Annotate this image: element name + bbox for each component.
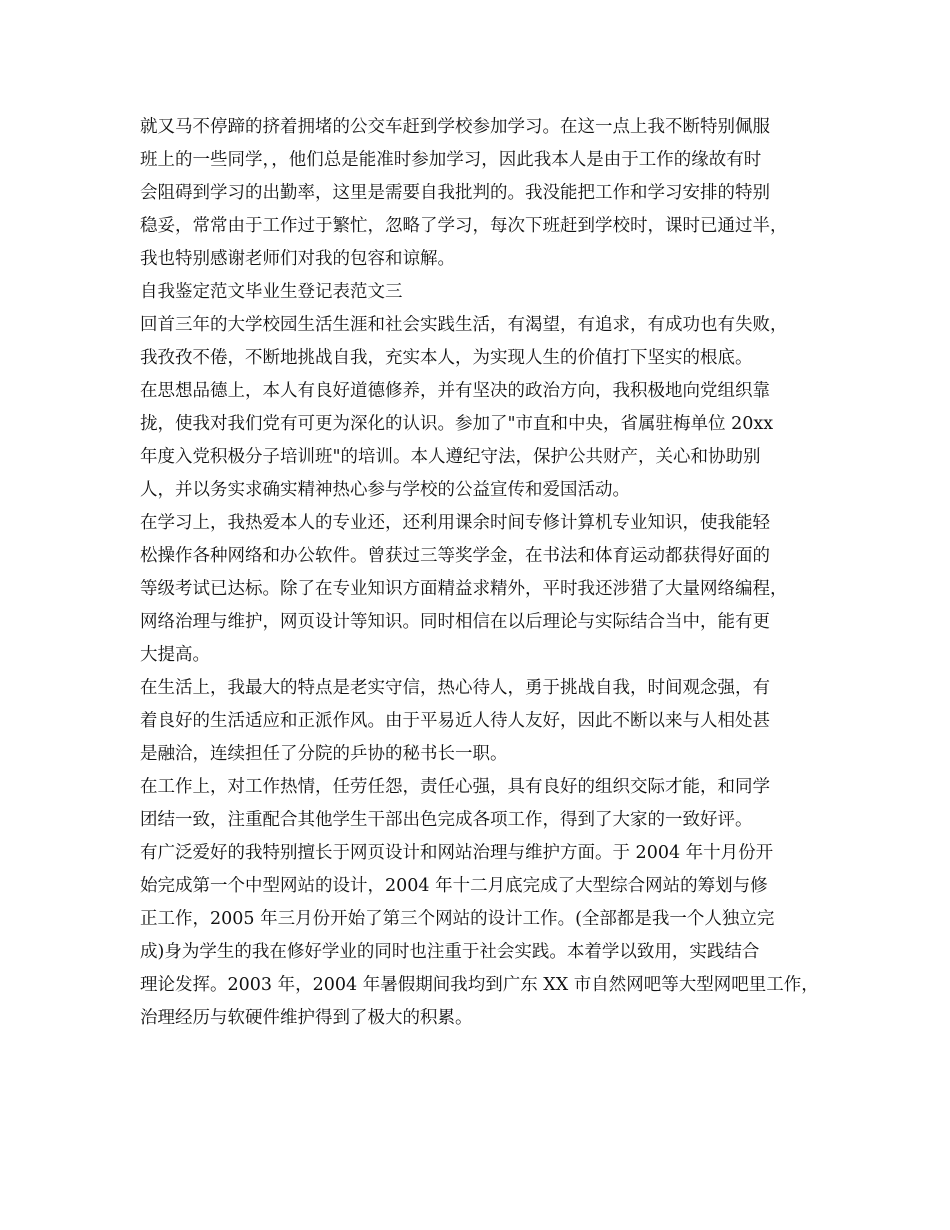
text-line: 班上的一些同学，，他们总是能准时参加学习，因此我本人是由于工作的缘故有时 [140, 150, 762, 170]
text-line: 成)身为学生的我在修好学业的同时也注重于社会实践。本着学以致用，实践结合 [140, 942, 760, 962]
text-line: 就又马不停蹄的挤着拥堵的公交车赶到学校参加学习。在这一点上我不断特别佩服 [140, 117, 770, 137]
text-line: 在学习上，我热爱本人的专业还，还利用课余时间专修计算机专业知识，使我能轻 [140, 513, 770, 533]
document-body [140, 111, 820, 1035]
text-line: 我孜孜不倦，不断地挑战自我，充实本人，为实现人生的价值打下坚实的根底。 [140, 348, 753, 368]
text-line: 网络治理与维护，网页设计等知识。同时相信在以后理论与实际结合当中，能有更 [140, 612, 770, 632]
text-line: 在工作上，对工作热情，任劳任怨，责任心强，具有良好的组织交际才能，和同学 [140, 777, 770, 797]
text-line: 稳妥，常常由于工作过于繁忙，忽略了学习，每次下班赶到学校时，课时已通过半， [140, 216, 788, 236]
text-line: 着良好的生活适应和正派作风。由于平易近人待人友好，因此不断以来与人相处甚 [140, 711, 770, 731]
text-line: 治理经历与软硬件维护得到了极大的积累。 [140, 1008, 473, 1028]
text-line: 会阻碍到学习的出勤率，这里是需要自我批判的。我没能把工作和学习安排的特别 [140, 183, 770, 203]
text-line: 正工作，2005 年三月份开始了第三个网站的设计工作。(全部都是我一个人独立完 [140, 909, 775, 929]
text-line: 大提高。 [140, 645, 210, 665]
text-line: 回首三年的大学校园生活生涯和社会实践生活，有渴望，有追求，有成功也有失败， [140, 315, 788, 335]
section-heading: 自我鉴定范文毕业生登记表范文三 [140, 282, 403, 302]
text-line: 始完成第一个中型网站的设计，2004 年十二月底完成了大型综合网站的筹划与修 [140, 876, 768, 896]
text-line: 有广泛爱好的我特别擅长于网页设计和网站治理与维护方面。于 2004 年十月份开 [140, 843, 774, 863]
text-line: 我也特别感谢老师们对我的包容和谅解。 [140, 249, 455, 269]
text-line: 松操作各种网络和办公软件。曾获过三等奖学金，在书法和体育运动都获得好面的 [140, 546, 770, 566]
text-line: 在生活上，我最大的特点是老实守信，热心待人，勇于挑战自我，时间观念强，有 [140, 678, 770, 698]
text-line: 在思想品德上，本人有良好道德修养，并有坚决的政治方向，我积极地向党组织靠 [140, 381, 770, 401]
text-line: 理论发挥。2003 年，2004 年暑假期间我均到广东 XX 市自然网吧等大型网吧里工作， [140, 975, 819, 995]
text-line: 人，并以务实求确实精神热心参与学校的公益宣传和爱国活动。 [140, 480, 630, 500]
text-line: 等级考试已达标。除了在专业知识方面精益求精外，平时我还涉猎了大量网络编程， [140, 579, 788, 599]
text-line: 年度入党积极分子培训班"的培训。本人遵纪守法，保护公共财产，关心和协助别 [140, 447, 761, 467]
text-line: 拢，使我对我们党有可更为深化的认识。参加了"市直和中央，省属驻梅单位 20xx [140, 414, 774, 434]
text-line: 是融洽，连续担任了分院的乒协的秘书长一职。 [140, 744, 508, 764]
text-line: 团结一致，注重配合其他学生干部出色完成各项工作，得到了大家的一致好评。 [140, 810, 753, 830]
